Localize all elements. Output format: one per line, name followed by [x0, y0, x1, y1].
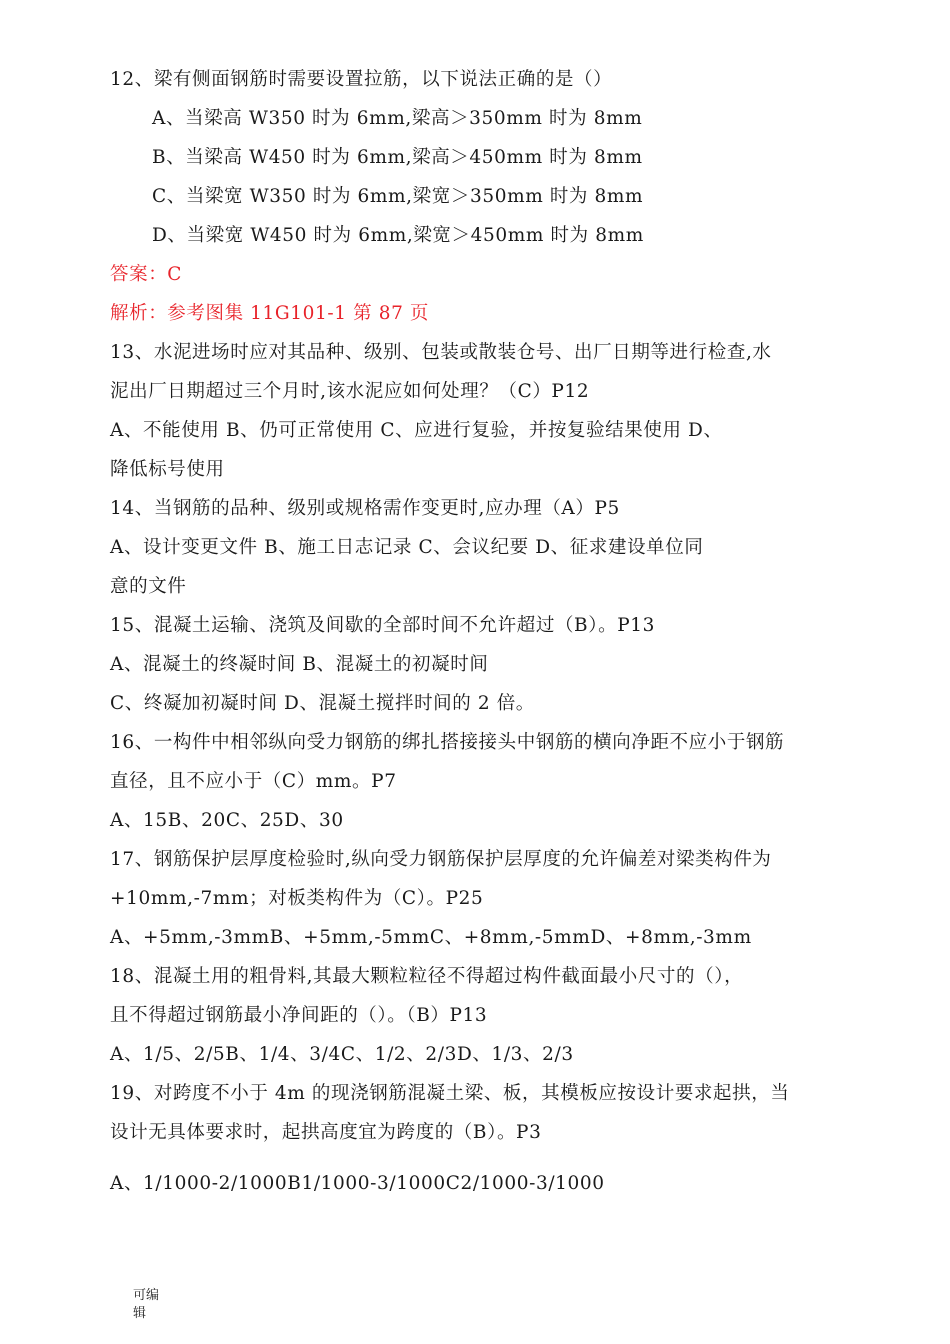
question-17-text-line2: +10mm,-7mm；对板类构件为（C）。P25 — [110, 888, 484, 909]
question-12-explanation: 解析：参考图集 11G101-1 第 87 页 — [110, 303, 430, 324]
question-13-text-line1: 13、水泥进场时应对其品种、级别、包装或散装仓号、出厂日期等进行检查,水 — [110, 342, 772, 363]
question-19-text-line2: 设计无具体要求时，起拱高度宜为跨度的（B）。P3 — [110, 1122, 542, 1143]
question-12-option-c: C、当梁宽 W350 时为 6mm,梁宽＞350mm 时为 8mm — [152, 186, 644, 207]
question-17-text-line1: 17、钢筋保护层厚度检验时,纵向受力钢筋保护层厚度的允许偏差对梁类构件为 — [110, 849, 772, 870]
question-14-text: 14、当钢筋的品种、级别或规格需作变更时,应办理（A）P5 — [110, 498, 620, 519]
question-18-text-line2: 且不得超过钢筋最小净间距的（）。（B）P13 — [110, 1005, 488, 1026]
footer-line-2: 辑 — [133, 1306, 147, 1321]
question-19-options: A、1/1000-2/1000B1/1000-3/1000C2/1000-3/1000 — [110, 1173, 605, 1194]
footer-line-1: 可编 — [133, 1288, 160, 1303]
question-19-text-line1: 19、对跨度不小于 4m 的现浇钢筋混凝土梁、板，其模板应按设计要求起拱，当 — [110, 1083, 790, 1104]
question-18-options: A、1/5、2/5B、1/4、3/4C、1/2、2/3D、1/3、2/3 — [110, 1044, 574, 1065]
question-15-text: 15、混凝土运输、浇筑及间歇的全部时间不允许超过（B）。P13 — [110, 615, 655, 636]
question-12-option-b: B、当梁高 W450 时为 6mm,梁高＞450mm 时为 8mm — [152, 147, 643, 168]
question-13-options-line2: 降低标号使用 — [110, 459, 225, 480]
question-15-options-line1: A、混凝土的终凝时间 B、混凝土的初凝时间 — [110, 654, 489, 675]
question-18-text-line1: 18、混凝土用的粗骨料,其最大颗粒粒径不得超过构件截面最小尺寸的（）， — [110, 966, 744, 987]
question-17-options: A、+5mm,-3mmB、+5mm,-5mmC、+8mm,-5mmD、+8mm,-3mm — [110, 927, 752, 948]
question-15-options-line2: C、终凝加初凝时间 D、混凝土搅拌时间的 2 倍。 — [110, 693, 535, 714]
question-14-options-line1: A、设计变更文件 B、施工日志记录 C、会议纪要 D、征求建设单位同 — [110, 537, 704, 558]
question-12-answer: 答案：C — [110, 264, 183, 285]
question-16-options: A、15B、20C、25D、30 — [110, 810, 344, 831]
question-12-option-d: D、当梁宽 W450 时为 6mm,梁宽＞450mm 时为 8mm — [152, 225, 644, 246]
question-16-text-line2: 直径，且不应小于（C）mm。P7 — [110, 771, 397, 792]
question-13-options-line1: A、不能使用 B、仍可正常使用 C、应进行复验，并按复验结果使用 D、 — [110, 420, 723, 441]
question-16-text-line1: 16、一构件中相邻纵向受力钢筋的绑扎搭接接头中钢筋的横向净距不应小于钢筋 — [110, 732, 785, 753]
question-13-text-line2: 泥出厂日期超过三个月时,该水泥应如何处理？（C）P12 — [110, 381, 590, 402]
question-12-text: 12、梁有侧面钢筋时需要设置拉筋，以下说法正确的是（） — [110, 69, 613, 90]
question-14-options-line2: 意的文件 — [110, 576, 187, 597]
question-12-option-a: A、当梁高 W350 时为 6mm,梁高＞350mm 时为 8mm — [152, 108, 643, 129]
editable-footer-label — [133, 1287, 159, 1323]
